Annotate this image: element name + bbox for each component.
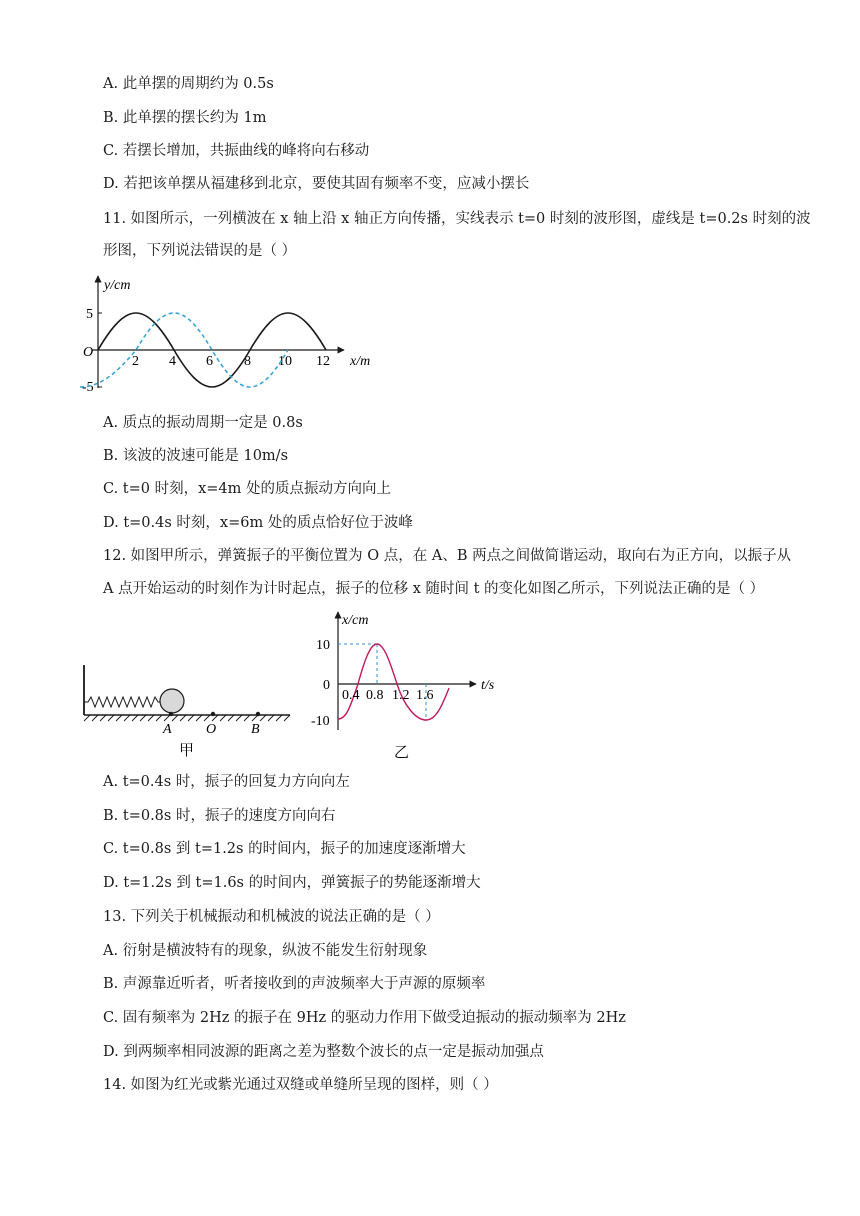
t-tick-label-12: 1.2 <box>392 688 410 703</box>
q11-stem-line2: 形图，下列说法错误的是（ ） <box>103 243 297 259</box>
q13-option-c: C. 固有频率为 2Hz 的振子在 9Hz 的驱动力作用下做受迫振动的振动频率为 2Hz <box>103 1010 626 1026</box>
x-axis-label: x/m <box>350 354 371 369</box>
q13-option-a: A. 衍射是横波特有的现象，纵波不能发生衍射现象 <box>103 943 428 959</box>
q11-option-c: C. t=0 时刻，x=4m 处的质点振动方向向上 <box>103 481 392 497</box>
x-tick-label-4: 4 <box>169 354 176 369</box>
q11-wave-figure <box>80 270 380 395</box>
q10-option-d: D. 若把该单摆从福建移到北京，要使其固有频率不变，应减小摆长 <box>103 176 530 192</box>
q10-option-b: B. 此单摆的摆长约为 1m <box>103 110 267 126</box>
y-axis-label: y/cm <box>104 278 131 293</box>
x-tick-label-10: 10 <box>278 354 292 369</box>
origin-label: 0 <box>323 678 330 693</box>
point-o-label: O <box>206 722 217 737</box>
q12-option-a: A. t=0.4s 时，振子的回复力方向向左 <box>103 774 350 790</box>
origin-label: O <box>83 345 94 360</box>
point-a-dot <box>169 712 173 716</box>
q12-spring-figure <box>76 655 301 760</box>
point-o-dot <box>211 712 215 716</box>
q11-option-d: D. t=0.4s 时刻，x=6m 处的质点恰好位于波峰 <box>103 515 413 531</box>
q14-stem: 14. 如图为红光或紫光通过双缝或单缝所呈现的图样，则（ ） <box>103 1077 498 1093</box>
x-tick-label-6: 6 <box>206 354 213 369</box>
q10-option-a: A. 此单摆的周期约为 0.5s <box>103 76 274 92</box>
q12-option-d: D. t=1.2s 到 t=1.6s 的时间内，弹簧振子的势能逐渐增大 <box>103 875 481 891</box>
q12-option-c: C. t=0.8s 到 t=1.2s 的时间内，振子的加速度逐渐增大 <box>103 841 466 857</box>
spring <box>84 697 160 707</box>
t-tick-label-16: 1.6 <box>416 688 434 703</box>
figure-yi-label: 乙 <box>394 745 410 761</box>
q12-stem-line2: A 点开始运动的时刻作为计时起点，振子的位移 x 随时间 t 的变化如图乙所示，下列说法正确的是（ ） <box>103 581 765 597</box>
t-axis-label: t/s <box>481 678 495 693</box>
q10-option-c: C. 若摆长增加，共振曲线的峰将向右移动 <box>103 143 370 159</box>
y-tick-label-10: 10 <box>316 638 330 653</box>
q11-stem-line1: 11. 如图所示，一列横波在 x 轴上沿 x 轴正方向传播，实线表示 t=0 时刻的波形图，虚线是 t=0.2s 时刻的波 <box>103 211 811 227</box>
y-tick-label-neg5: -5 <box>82 380 94 395</box>
y-tick-label-5: 5 <box>86 307 93 322</box>
x-tick-label-2: 2 <box>132 354 139 369</box>
x-axis-label: x/cm <box>342 613 369 628</box>
q12-option-b: B. t=0.8s 时，振子的速度方向向右 <box>103 808 336 824</box>
q11-option-b: B. 该波的波速可能是 10m/s <box>103 448 289 464</box>
q12-displacement-graph <box>308 608 508 763</box>
t-tick-label-04: 0.4 <box>342 688 360 703</box>
point-b-label: B <box>251 722 260 737</box>
figure-jia-label: 甲 <box>179 743 195 759</box>
point-b-dot <box>256 712 260 716</box>
x-tick-label-12: 12 <box>316 354 330 369</box>
ball <box>160 689 184 713</box>
displacement-curve <box>338 644 449 720</box>
t-tick-label-08: 0.8 <box>366 688 384 703</box>
q13-stem: 13. 下列关于机械振动和机械波的说法正确的是（ ） <box>103 909 440 925</box>
q11-option-a: A. 质点的振动周期一定是 0.8s <box>103 415 303 431</box>
q13-option-d: D. 到两频率相同波源的距离之差为整数个波长的点一定是振动加强点 <box>103 1044 544 1060</box>
point-a-label: A <box>163 722 172 737</box>
q13-option-b: B. 声源靠近听者，听者接收到的声波频率大于声源的原频率 <box>103 976 486 992</box>
y-tick-label-neg10: -10 <box>311 714 330 729</box>
x-tick-label-8: 8 <box>244 354 251 369</box>
q12-stem-line1: 12. 如图甲所示，弹簧振子的平衡位置为 O 点，在 A、B 两点之间做简谐运动，取向右为正方向，以振子从 <box>103 548 792 564</box>
